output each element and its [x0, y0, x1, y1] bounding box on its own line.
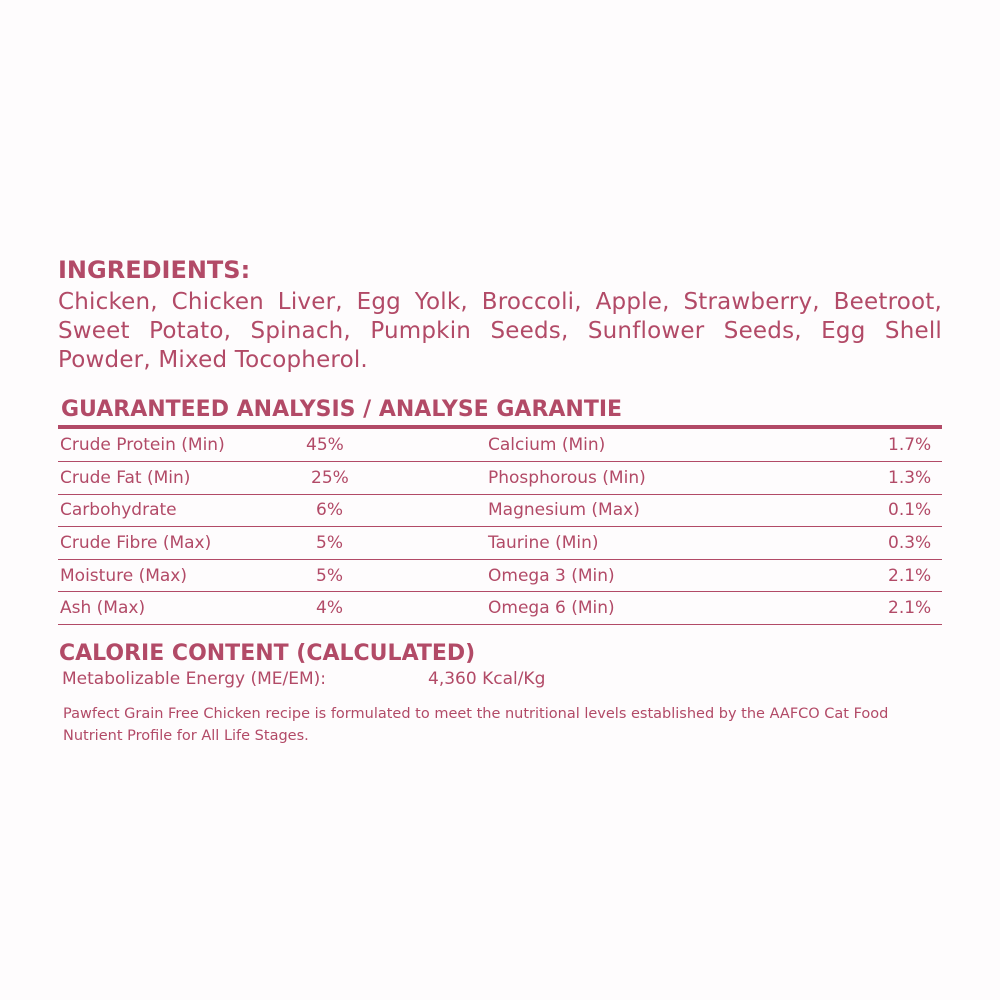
nutrient-name: Omega 3 (Min): [488, 565, 615, 586]
calorie-content-heading: CALORIE CONTENT (CALCULATED): [59, 641, 476, 667]
nutrient-name: Omega 6 (Min): [488, 598, 615, 619]
guaranteed-analysis-heading: GUARANTEED ANALYSIS / ANALYSE GARANTIE: [61, 397, 623, 422]
nutrient-value: 1.7%: [888, 435, 932, 456]
table-row: [58, 462, 942, 495]
nutrient-value: 25%: [311, 467, 349, 488]
ingredients-list: Chicken, Chicken Liver, Egg Yolk, Broccoli, Apple, Strawberry, Beetroot, Sweet Potato, Spinach, Pumpkin Seeds, Sunflower Seeds, Egg Shell Powder, Mixed Tocopherol.: [58, 289, 942, 373]
table-row: [58, 429, 942, 462]
aafco-statement: Pawfect Grain Free Chicken recipe is formulated to meet the nutritional levels established by the AAFCO Cat Food Nutrient Profile for All Life Stages.: [63, 706, 889, 745]
nutrient-name: Magnesium (Max): [488, 500, 640, 521]
table-row: [58, 527, 942, 560]
nutrient-value: 1.3%: [888, 467, 932, 488]
energy-label: Metabolizable Energy (ME/EM):: [62, 669, 327, 690]
nutrient-value: 45%: [306, 435, 344, 456]
nutrient-value: 5%: [316, 533, 343, 554]
nutrient-value: 2.1%: [888, 565, 932, 586]
nutrient-value: 0.1%: [888, 500, 932, 521]
nutrient-value: 6%: [316, 500, 343, 521]
nutrient-value: 4%: [316, 598, 343, 619]
metabolizable-energy-line: [62, 667, 942, 691]
ingredients-heading: INGREDIENTS:: [58, 256, 251, 284]
nutrient-name: Ash (Max): [60, 598, 146, 619]
nutrient-name: Carbohydrate: [60, 500, 177, 521]
nutrient-value: 2.1%: [888, 598, 932, 619]
guaranteed-analysis-table: [58, 429, 942, 625]
table-row: [58, 592, 942, 625]
nutrient-name: Crude Fat (Min): [60, 467, 191, 488]
nutrient-name: Phosphorous (Min): [488, 467, 646, 488]
nutrient-name: Calcium (Min): [488, 435, 606, 456]
table-row: [58, 494, 942, 527]
nutrient-value: 0.3%: [888, 533, 932, 554]
nutrition-panel: [58, 256, 942, 747]
energy-value: 4,360 Kcal/Kg: [428, 669, 546, 690]
nutrient-name: Crude Protein (Min): [60, 435, 225, 456]
nutrient-name: Moisture (Max): [60, 565, 187, 586]
nutrient-name: Taurine (Min): [488, 533, 599, 554]
table-row: [58, 559, 942, 592]
nutrient-name: Crude Fibre (Max): [60, 533, 212, 554]
nutrient-value: 5%: [316, 565, 343, 586]
